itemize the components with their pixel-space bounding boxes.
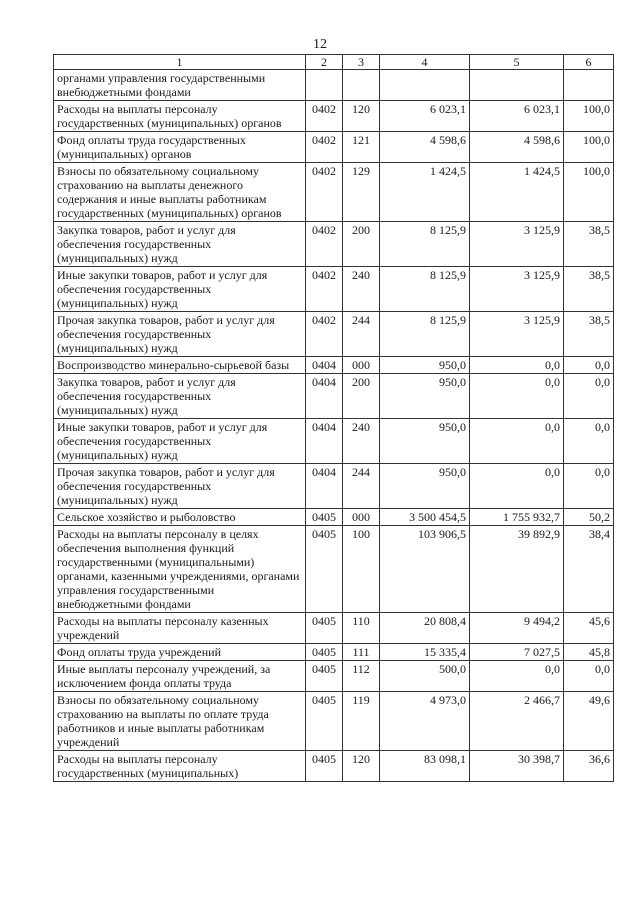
row-section-code-cell: 0405 [306, 644, 343, 661]
row-name-cell: Расходы на выплаты персоналу государственных (муниципальных) органов [54, 101, 306, 132]
row-fact-value-cell: 1 424,5 [470, 163, 564, 222]
row-plan-value-cell: 4 598,6 [380, 132, 470, 163]
row-name-cell: Взносы по обязательному социальному страхованию на выплаты по оплате труда работников и иные выплаты работникам учреждений [54, 692, 306, 751]
row-section-code-cell [306, 70, 343, 101]
table-row [54, 509, 614, 526]
row-fact-value-cell: 2 466,7 [470, 692, 564, 751]
row-percent-cell: 38,5 [564, 222, 614, 267]
row-percent-cell: 36,6 [564, 751, 614, 782]
row-section-code-cell: 0405 [306, 509, 343, 526]
row-percent-cell [564, 70, 614, 101]
row-fact-value-cell: 4 598,6 [470, 132, 564, 163]
table-row [54, 374, 614, 419]
row-plan-value-cell: 8 125,9 [380, 312, 470, 357]
row-section-code-cell: 0404 [306, 419, 343, 464]
row-expense-type-cell: 112 [343, 661, 380, 692]
row-fact-value-cell: 39 892,9 [470, 526, 564, 613]
table-row [54, 101, 614, 132]
row-expense-type-cell: 000 [343, 509, 380, 526]
row-fact-value-cell: 0,0 [470, 357, 564, 374]
table-row [54, 312, 614, 357]
table-row [54, 357, 614, 374]
row-fact-value-cell: 30 398,7 [470, 751, 564, 782]
row-section-code-cell: 0404 [306, 374, 343, 419]
row-plan-value-cell: 6 023,1 [380, 101, 470, 132]
row-name-cell: Закупка товаров, работ и услуг для обеспечения государственных (муниципальных) нужд [54, 374, 306, 419]
table-header-row [54, 55, 614, 70]
row-fact-value-cell: 7 027,5 [470, 644, 564, 661]
row-plan-value-cell: 950,0 [380, 464, 470, 509]
row-fact-value-cell: 0,0 [470, 464, 564, 509]
row-plan-value-cell: 950,0 [380, 357, 470, 374]
row-expense-type-cell: 200 [343, 374, 380, 419]
table-body [54, 70, 614, 782]
table-row [54, 644, 614, 661]
row-section-code-cell: 0402 [306, 132, 343, 163]
row-plan-value-cell: 950,0 [380, 374, 470, 419]
column-header-6: 6 [564, 55, 614, 70]
row-section-code-cell: 0402 [306, 267, 343, 312]
row-percent-cell: 38,4 [564, 526, 614, 613]
row-name-cell: Расходы на выплаты персоналу казенных учреждений [54, 613, 306, 644]
table-row [54, 70, 614, 101]
row-percent-cell: 38,5 [564, 267, 614, 312]
row-percent-cell: 100,0 [564, 132, 614, 163]
row-plan-value-cell: 500,0 [380, 661, 470, 692]
row-name-cell: Иные выплаты персоналу учреждений, за исключением фонда оплаты труда [54, 661, 306, 692]
row-section-code-cell: 0405 [306, 661, 343, 692]
row-fact-value-cell: 0,0 [470, 661, 564, 692]
row-name-cell: органами управления государственными внебюджетными фондами [54, 70, 306, 101]
row-expense-type-cell: 121 [343, 132, 380, 163]
row-plan-value-cell: 1 424,5 [380, 163, 470, 222]
row-expense-type-cell: 120 [343, 751, 380, 782]
table-row [54, 419, 614, 464]
row-section-code-cell: 0404 [306, 357, 343, 374]
row-expense-type-cell: 119 [343, 692, 380, 751]
row-name-cell: Прочая закупка товаров, работ и услуг для обеспечения государственных (муниципальных) нужд [54, 464, 306, 509]
row-fact-value-cell [470, 70, 564, 101]
budget-table [53, 54, 614, 782]
row-expense-type-cell: 244 [343, 464, 380, 509]
row-name-cell: Взносы по обязательному социальному страхованию на выплаты денежного содержания и иные выплаты работникам государственных (муниципальных) органов [54, 163, 306, 222]
table-row [54, 163, 614, 222]
row-expense-type-cell: 129 [343, 163, 380, 222]
row-plan-value-cell: 20 808,4 [380, 613, 470, 644]
row-percent-cell: 100,0 [564, 101, 614, 132]
row-fact-value-cell: 3 125,9 [470, 312, 564, 357]
row-percent-cell: 49,6 [564, 692, 614, 751]
table-row [54, 661, 614, 692]
row-name-cell: Закупка товаров, работ и услуг для обеспечения государственных (муниципальных) нужд [54, 222, 306, 267]
table-row [54, 613, 614, 644]
page-number: 12 [313, 37, 327, 52]
row-fact-value-cell: 3 125,9 [470, 222, 564, 267]
row-percent-cell: 0,0 [564, 464, 614, 509]
row-fact-value-cell: 0,0 [470, 374, 564, 419]
row-name-cell: Расходы на выплаты персоналу в целях обеспечения выполнения функций государственными (муниципальными) органами, казенными учреждениями, органами управления государственными внебюджетными фондами [54, 526, 306, 613]
row-expense-type-cell: 100 [343, 526, 380, 613]
row-expense-type-cell: 244 [343, 312, 380, 357]
column-header-4: 4 [380, 55, 470, 70]
row-percent-cell: 0,0 [564, 419, 614, 464]
table-row [54, 267, 614, 312]
row-name-cell: Иные закупки товаров, работ и услуг для обеспечения государственных (муниципальных) нужд [54, 267, 306, 312]
column-header-3: 3 [343, 55, 380, 70]
row-section-code-cell: 0405 [306, 613, 343, 644]
row-percent-cell: 50,2 [564, 509, 614, 526]
row-name-cell: Прочая закупка товаров, работ и услуг для обеспечения государственных (муниципальных) нужд [54, 312, 306, 357]
table-row [54, 222, 614, 267]
row-section-code-cell: 0402 [306, 222, 343, 267]
table-row [54, 464, 614, 509]
row-section-code-cell: 0402 [306, 163, 343, 222]
row-plan-value-cell: 4 973,0 [380, 692, 470, 751]
column-header-5: 5 [470, 55, 564, 70]
row-fact-value-cell: 3 125,9 [470, 267, 564, 312]
row-name-cell: Фонд оплаты труда учреждений [54, 644, 306, 661]
row-fact-value-cell: 1 755 932,7 [470, 509, 564, 526]
row-name-cell: Сельское хозяйство и рыболовство [54, 509, 306, 526]
table-row [54, 132, 614, 163]
row-name-cell: Фонд оплаты труда государственных (муниципальных) органов [54, 132, 306, 163]
row-percent-cell: 45,6 [564, 613, 614, 644]
row-percent-cell: 0,0 [564, 374, 614, 419]
row-plan-value-cell: 103 906,5 [380, 526, 470, 613]
row-fact-value-cell: 0,0 [470, 419, 564, 464]
row-expense-type-cell: 240 [343, 419, 380, 464]
row-percent-cell: 45,8 [564, 644, 614, 661]
row-plan-value-cell: 15 335,4 [380, 644, 470, 661]
table-row [54, 692, 614, 751]
row-fact-value-cell: 9 494,2 [470, 613, 564, 644]
row-expense-type-cell [343, 70, 380, 101]
row-section-code-cell: 0405 [306, 751, 343, 782]
row-plan-value-cell [380, 70, 470, 101]
row-section-code-cell: 0402 [306, 312, 343, 357]
row-expense-type-cell: 110 [343, 613, 380, 644]
row-expense-type-cell: 240 [343, 267, 380, 312]
row-fact-value-cell: 6 023,1 [470, 101, 564, 132]
row-name-cell: Расходы на выплаты персоналу государственных (муниципальных) [54, 751, 306, 782]
row-section-code-cell: 0405 [306, 526, 343, 613]
row-percent-cell: 0,0 [564, 661, 614, 692]
row-plan-value-cell: 3 500 454,5 [380, 509, 470, 526]
table-row [54, 526, 614, 613]
row-expense-type-cell: 200 [343, 222, 380, 267]
row-section-code-cell: 0402 [306, 101, 343, 132]
row-section-code-cell: 0404 [306, 464, 343, 509]
row-percent-cell: 0,0 [564, 357, 614, 374]
row-plan-value-cell: 8 125,9 [380, 222, 470, 267]
row-percent-cell: 38,5 [564, 312, 614, 357]
row-section-code-cell: 0405 [306, 692, 343, 751]
table-row [54, 751, 614, 782]
row-plan-value-cell: 83 098,1 [380, 751, 470, 782]
row-expense-type-cell: 000 [343, 357, 380, 374]
row-plan-value-cell: 8 125,9 [380, 267, 470, 312]
column-header-1: 1 [54, 55, 306, 70]
row-name-cell: Иные закупки товаров, работ и услуг для обеспечения государственных (муниципальных) нужд [54, 419, 306, 464]
row-plan-value-cell: 950,0 [380, 419, 470, 464]
column-header-2: 2 [306, 55, 343, 70]
row-name-cell: Воспроизводство минерально-сырьевой базы [54, 357, 306, 374]
row-percent-cell: 100,0 [564, 163, 614, 222]
row-expense-type-cell: 111 [343, 644, 380, 661]
row-expense-type-cell: 120 [343, 101, 380, 132]
